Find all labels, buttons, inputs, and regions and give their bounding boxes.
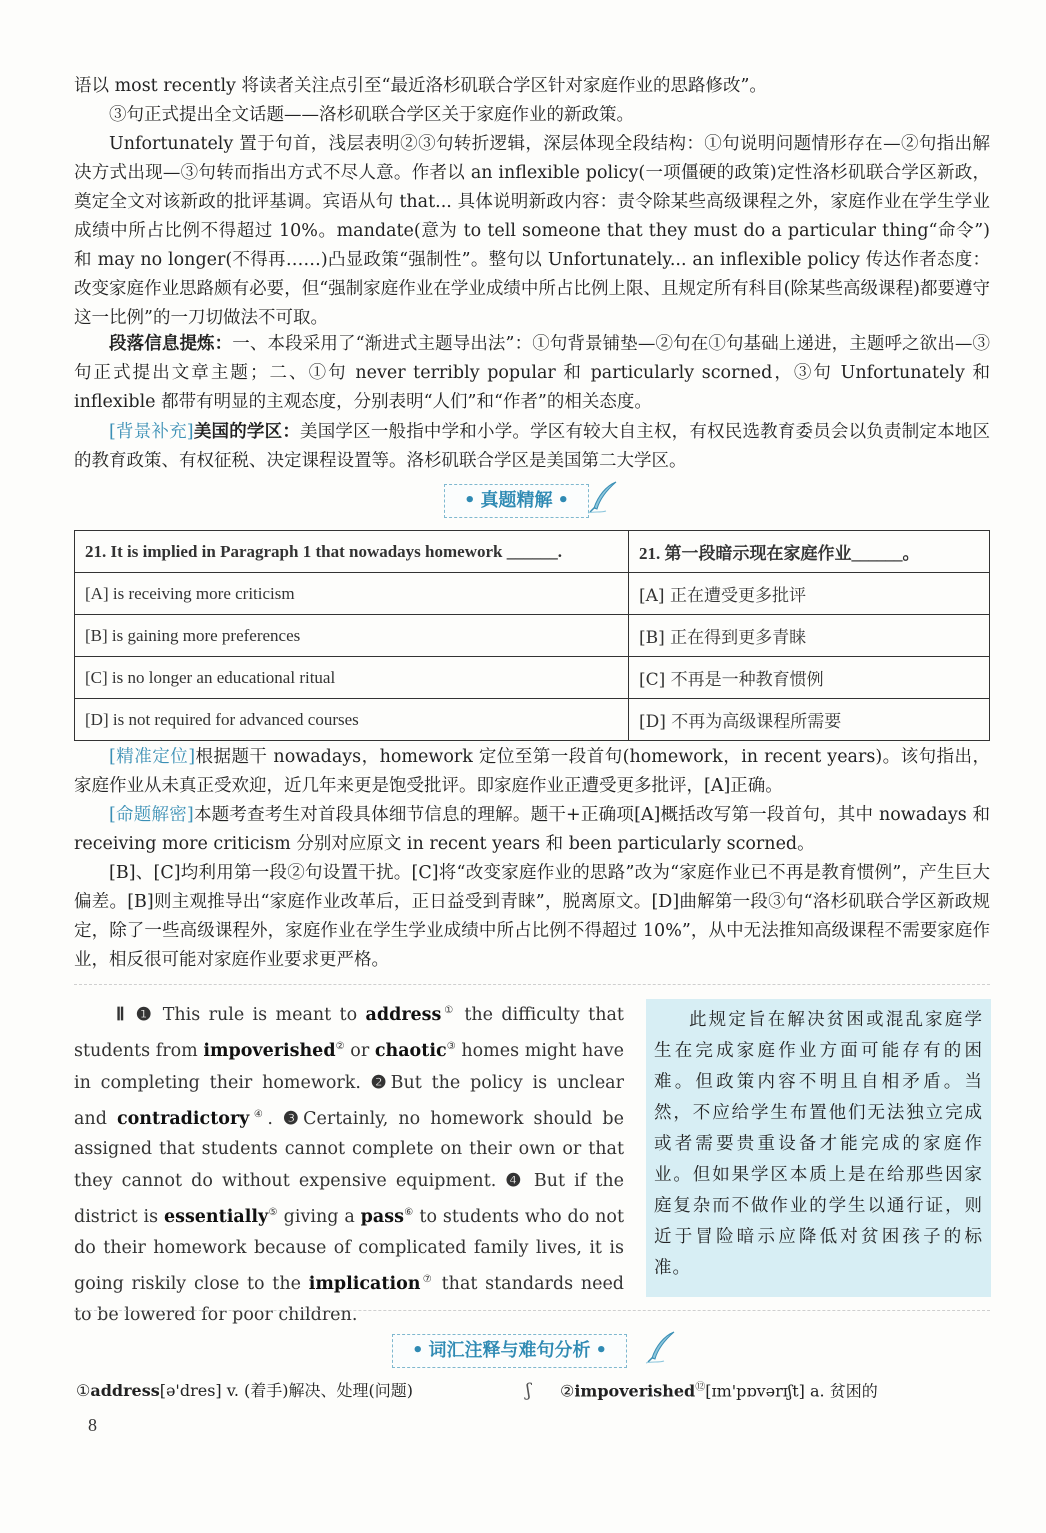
sentence-number-1: ❶ <box>135 1003 155 1024</box>
sentence-text: Certainly, no homework should be assigned that students cannot complete on their own or that they cannot do without expensive equipment. <box>74 1108 624 1192</box>
paragraph-info-summary <box>74 330 990 417</box>
question-stem-zh: 21. 第一段暗示现在家庭作业______。 <box>629 531 990 573</box>
sentence-text: to students who do not do their homework because of complicated family lives, it is going riskily close to the <box>74 1207 624 1295</box>
quill-pen-icon <box>644 1330 678 1364</box>
note-ref: ⑦ <box>420 1274 434 1286</box>
option-a-zh: [A] 正在遭受更多批评 <box>629 573 990 615</box>
commentary-line-2: ③句正式提出全文话题——洛杉矶联合学区关于家庭作业的新政策。 <box>109 105 634 125</box>
option-c-zh: [C] 不再是一种教育惯例 <box>629 657 990 699</box>
keyword-address: address <box>365 1004 442 1025</box>
analysis-decode <box>74 801 990 859</box>
sentence-text: the difficulty that students from <box>74 1004 624 1061</box>
sentence-text: homes might have in completing their homework. <box>74 1040 625 1093</box>
locate-text: 根据题干 nowadays，homework 定位至第一段首句(homework，in recent years)。该句指出，家庭作业从未真正受欢迎，近几年来更是饱受批评。即家庭作业正遭受更多批评，[A]正确。 <box>74 747 991 796</box>
note-ref: ② <box>335 1040 345 1052</box>
option-d-en: [D] is not required for advanced courses <box>75 699 629 741</box>
background-tag: [背景补充] <box>109 422 194 442</box>
passage-translation <box>646 999 991 1297</box>
sentence-text: But if the district is <box>74 1171 624 1228</box>
vocab-definition: [ə'dres] v. (着手)解决、处理(问题) <box>159 1381 414 1400</box>
passage-english <box>74 995 624 1331</box>
commentary-paragraph-3: Unfortunately 置于句首，浅层表明②③句转折逻辑，深层体现全段结构：①句说明问题情形存在—②句指出解决方式出现—③句转而指出方式不尽人意。作者以 an inflexible policy(一项僵硬的政策)定性洛杉矶联合学区新政，奠定全文对该新政的批评基调。宾语从句 that... 具体说明新政内容：责令除某些高级课程之外，家庭作业在学生学业成绩中所占比例不得超过 10%。mandate(意为 to tell someone that they must do a particular thing“命令”)和 may no longer(不得再……)凸显政策“强制性”。整句以 Unfortunately... an inflexible policy 传达作者态度：改变家庭作业思路颇有必要，但“强制家庭作业在学业成绩中所占比例上限、且规定所有科目(除某些高级课程)都要遵守这一比例”的一刀切做法不可取。 <box>74 134 990 328</box>
section-numeral: Ⅱ <box>116 1003 128 1024</box>
decode-tag: [命题解密] <box>109 805 194 825</box>
option-b-en: [B] is gaining more preferences <box>75 615 629 657</box>
background-text: 美国学区一般指中学和小学。学区有较大自主权，有权民选教育委员会以负责制定本地区的教育政策、有权征税、决定课程设置等。洛杉矶联合学区是美国第二大学区。 <box>74 422 991 471</box>
table-row <box>75 615 990 657</box>
keyword-implication: implication <box>308 1274 421 1295</box>
page-number: 8 <box>88 1415 97 1435</box>
sentence-text: giving a <box>277 1207 361 1228</box>
banner-title: 真题精解 <box>480 490 553 511</box>
option-a-en: [A] is receiving more criticism <box>75 573 629 615</box>
table-row <box>75 531 990 573</box>
keyword-chaotic: chaotic <box>374 1040 447 1061</box>
keyword-essentially: essentially <box>163 1207 269 1228</box>
note-ref: ③ <box>446 1040 456 1052</box>
translation-text: 此规定旨在解决贫困或混乱家庭学生在完成家庭作业方面可能存有的困难。但政策内容不明且自相矛盾。当然，不应给学生布置他们无法独立完成或者需要贵重设备才能完成的家庭作业。但如果学区本质上是在给那些因家庭复杂而不做作业的学生以通行证，则近于冒险暗示应降低对贫困孩子的标准。 <box>654 1010 983 1278</box>
quill-pen-icon <box>586 480 620 514</box>
option-d-zh: [D] 不再为高级课程所需要 <box>629 699 990 741</box>
banner-title: 词汇注释与难句分析 <box>428 1340 591 1361</box>
summary-label: 段落信息提炼： <box>109 334 233 354</box>
sentence-number-3: ❸ <box>282 1107 304 1128</box>
vocab-entry-2: ②impoverished⑫[ɪm'pɒvərɪʃt] a. 贫困的 <box>560 1381 878 1401</box>
decode-text: 本题考查考生对首段具体细节信息的理解。题干+正确项[A]概括改写第一段首句，其中 nowadays 和 receiving more criticism 分别对应原文 in recent years 和 been particularly scorned。 <box>74 805 990 854</box>
keyword-contradictory: contradictory <box>116 1108 250 1129</box>
question-table <box>74 530 990 741</box>
background-label: 美国的学区： <box>193 422 301 442</box>
sentence-text: But the policy is unclear and <box>74 1072 624 1129</box>
keyword-impoverished: impoverished <box>203 1040 336 1061</box>
option-b-zh: [B] 正在得到更多青睐 <box>629 615 990 657</box>
note-ref: ⑤ <box>268 1207 278 1219</box>
analysis-distractors: [B]、[C]均利用第一段②句设置干扰。[C]将“改变家庭作业的思路”改为“家庭作业已不再是教育惯例”，产生巨大偏差。[B]则主观推导出“家庭作业改革后，正日益受到青睐”，脱离原文。[D]曲解第一段③句“洛杉矶联合学区新政规定，除了一些高级课程外，家庭作业在学生学业成绩中所占比例不得超过 10%”，从中无法推知高级课程不需要家庭作业，相反很可能对家庭作业要求更严格。 <box>74 863 990 970</box>
vocab-definition: [ɪm'pɒvərɪʃt] a. 贫困的 <box>705 1381 878 1401</box>
sentence-text: This rule is meant to <box>162 1004 366 1025</box>
column-separator-icon: ʃ <box>526 1380 531 1401</box>
question-stem-en: 21. It is implied in Paragraph 1 that nowadays homework ______. <box>75 531 629 573</box>
summary-text: 一、本段采用了“渐进式主题导出法”：①句背景铺垫—②句在①句基础上递进，主题呼之欲出—③句正式提出文章主题；二、①句 never terribly popular 和 particularly scorned，③句 Unfortunately 和 inflexible 都带有明显的主观态度，分别表明“人们”和“作者”的相关态度。 <box>74 334 991 412</box>
keyword-pass: pass <box>360 1207 404 1228</box>
sentence-number-2: ❷ <box>370 1071 391 1092</box>
divider <box>74 984 990 985</box>
sentence-text: . <box>267 1108 273 1129</box>
table-row <box>75 657 990 699</box>
vocab-word: impoverished <box>574 1381 696 1401</box>
note-ref: ⑥ <box>403 1207 414 1219</box>
background-note <box>74 418 990 476</box>
note-ref: ④ <box>249 1108 268 1120</box>
note-ref: ① <box>441 1005 456 1016</box>
sentence-text: that standards need to be lowered for poor children. <box>74 1274 625 1326</box>
sentence-text: or <box>344 1040 375 1061</box>
option-c-en: [C] is no longer an educational ritual <box>75 657 629 699</box>
vocab-word: address <box>90 1381 160 1400</box>
table-row <box>75 699 990 741</box>
sentence-number-4: ❹ <box>505 1170 525 1191</box>
analysis-locate <box>74 743 990 801</box>
divider <box>74 1310 990 1311</box>
section-banner-answers: • 真题精解 • <box>444 484 589 518</box>
commentary-line-1: 语以 most recently 将读者关注点引至“最近洛杉矶联合学区针对家庭作业的思路修改”。 <box>74 76 767 96</box>
section-banner-vocab: • 词汇注释与难句分析 • <box>392 1334 627 1368</box>
vocab-entry-1: ①address[ə'dres] v. (着手)解决、处理(问题) <box>76 1381 414 1400</box>
table-row <box>75 573 990 615</box>
locate-tag: [精准定位] <box>109 747 196 767</box>
